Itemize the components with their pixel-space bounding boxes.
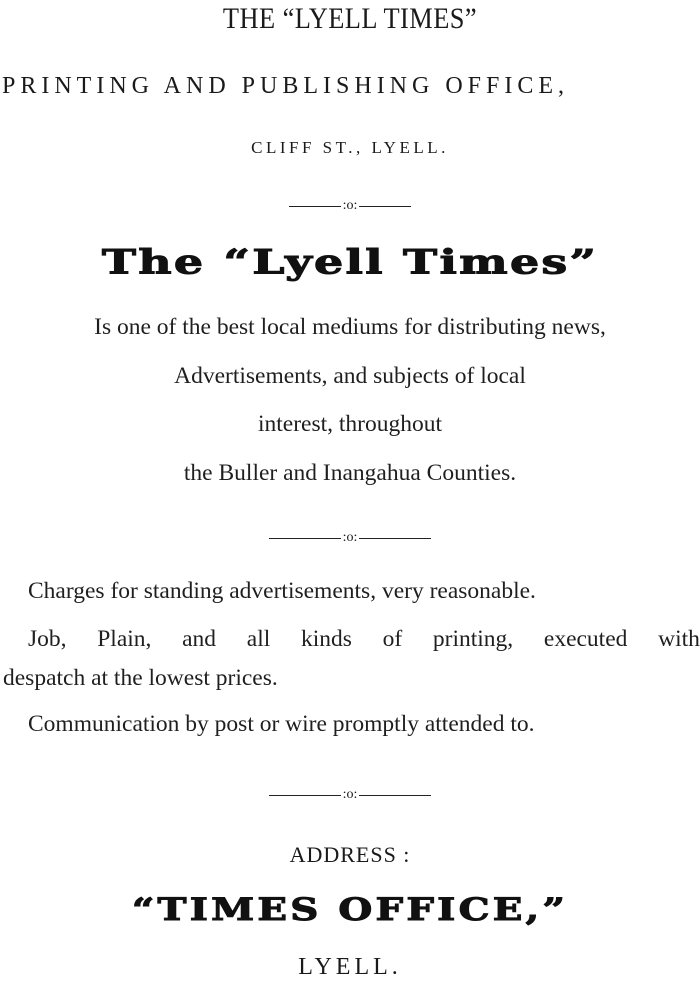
ornamental-divider [0, 530, 700, 546]
word: Plain, [97, 626, 152, 652]
divider-mark: :o: [342, 530, 358, 545]
word: of [382, 626, 403, 652]
word: all [246, 626, 271, 652]
divider-rule-right [359, 795, 431, 796]
office-heading: PRINTING AND PUBLISHING OFFICE, [2, 73, 570, 99]
divider-rule-left [269, 538, 341, 539]
newspaper-banner: The “Lyell Times” [101, 242, 599, 282]
divider-mark: :o: [342, 787, 358, 802]
description-line: the Buller and Inangahua Counties. [183, 460, 517, 486]
word: with [658, 626, 700, 652]
communication-paragraph: Communication by post or wire promptly attended to. [28, 711, 535, 737]
word: Job, [28, 626, 67, 652]
divider-rule-left [269, 795, 341, 796]
charges-paragraph: Charges for standing advertisements, very reasonable. [28, 578, 536, 604]
word: executed [543, 626, 628, 652]
description-line: interest, throughout [257, 411, 443, 437]
street-address: CLIFF ST., LYELL. [251, 138, 449, 157]
newspaper-title: THE “LYELL TIMES” [222, 2, 478, 35]
word: and [182, 626, 217, 652]
word: kinds [300, 626, 352, 652]
ornamental-divider [0, 787, 700, 803]
office-name-banner: “TIMES OFFICE,” [131, 892, 569, 928]
divider-rule-left [289, 206, 341, 207]
divider-mark: :o: [342, 198, 358, 213]
printing-services-continuation: despatch at the lowest prices. [3, 665, 278, 691]
divider-rule-right [359, 538, 431, 539]
printing-services-line [0, 626, 700, 653]
divider-rule-right [359, 206, 411, 207]
word: printing, [432, 626, 514, 652]
address-label: ADDRESS : [289, 842, 411, 867]
description-line: Is one of the best local mediums for distributing news, [94, 314, 606, 340]
town-name: LYELL. [298, 954, 402, 980]
ornamental-divider [0, 198, 700, 214]
description-line: Advertisements, and subjects of local [174, 363, 526, 389]
